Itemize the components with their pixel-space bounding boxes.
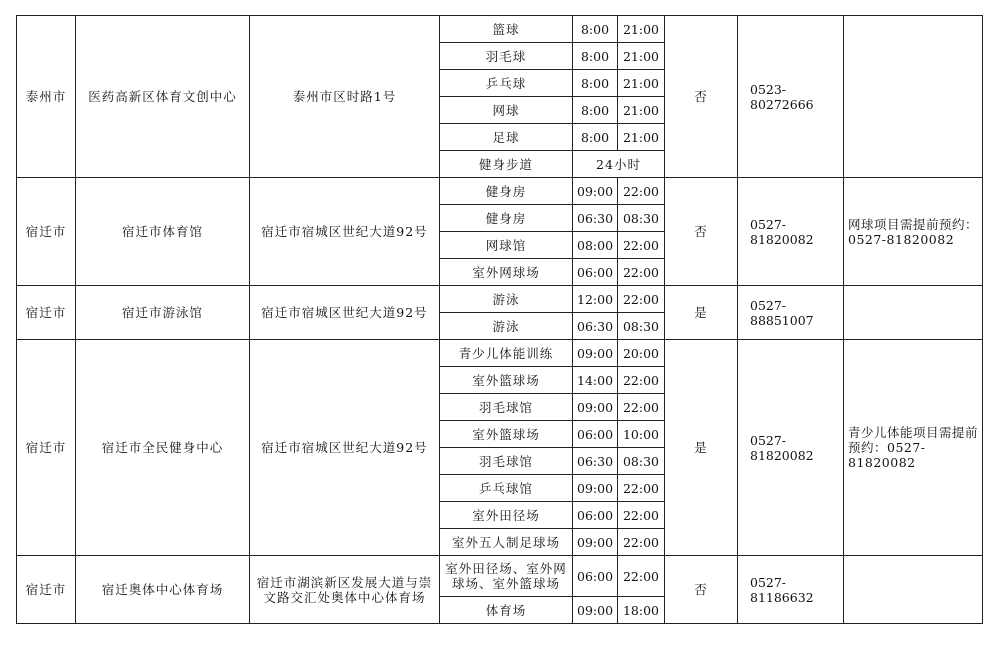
- item-cell: 室外篮球场: [440, 421, 573, 448]
- close-time-cell: 22:00: [618, 394, 665, 421]
- open-time-cell: 09:00: [573, 597, 618, 624]
- close-time-cell: 22:00: [618, 178, 665, 205]
- address-cell: 宿迁市宿城区世纪大道92号: [250, 178, 440, 286]
- venue-name-cell: 宿迁奥体中心体育场: [76, 556, 250, 624]
- open-time-cell: 06:00: [573, 259, 618, 286]
- open-time-cell: 09:00: [573, 178, 618, 205]
- public-flag-cell: 否: [665, 16, 738, 178]
- open-time-cell: 8:00: [573, 43, 618, 70]
- close-time-cell: 22:00: [618, 475, 665, 502]
- item-cell: 羽毛球: [440, 43, 573, 70]
- public-flag-cell: 是: [665, 340, 738, 556]
- item-cell: 游泳: [440, 313, 573, 340]
- phone-cell: 0527-81186632: [738, 556, 844, 624]
- close-time-cell: 22:00: [618, 556, 665, 597]
- item-cell: 羽毛球馆: [440, 394, 573, 421]
- phone-cell: 0527-81820082: [738, 178, 844, 286]
- close-time-cell: 18:00: [618, 597, 665, 624]
- close-time-cell: 20:00: [618, 340, 665, 367]
- venue-name-cell: 宿迁市体育馆: [76, 178, 250, 286]
- item-cell: 网球: [440, 97, 573, 124]
- venue-name-cell: 宿迁市全民健身中心: [76, 340, 250, 556]
- close-time-cell: 21:00: [618, 43, 665, 70]
- close-time-cell: 22:00: [618, 232, 665, 259]
- close-time-cell: 22:00: [618, 502, 665, 529]
- address-cell: 泰州市区时路1号: [250, 16, 440, 178]
- table-row: [17, 286, 983, 313]
- item-cell: 室外田径场、室外网球场、室外篮球场: [440, 556, 573, 597]
- city-cell: 宿迁市: [17, 286, 76, 340]
- public-flag-cell: 否: [665, 178, 738, 286]
- open-time-cell: 09:00: [573, 340, 618, 367]
- venue-hours-table: [16, 15, 983, 624]
- table-body: [17, 16, 983, 624]
- item-cell: 篮球: [440, 16, 573, 43]
- table-row: [17, 16, 983, 43]
- close-time-cell: 22:00: [618, 367, 665, 394]
- note-cell: [844, 556, 983, 624]
- item-cell: 网球馆: [440, 232, 573, 259]
- venue-name-cell: 宿迁市游泳馆: [76, 286, 250, 340]
- open-time-cell: 8:00: [573, 124, 618, 151]
- item-cell: 健身步道: [440, 151, 573, 178]
- address-cell: 宿迁市宿城区世纪大道92号: [250, 286, 440, 340]
- open-time-cell: 06:30: [573, 205, 618, 232]
- open-time-cell: 12:00: [573, 286, 618, 313]
- item-cell: 乒乓球: [440, 70, 573, 97]
- open-time-cell: 09:00: [573, 394, 618, 421]
- item-cell: 健身房: [440, 178, 573, 205]
- open-time-cell: 14:00: [573, 367, 618, 394]
- item-cell: 体育场: [440, 597, 573, 624]
- address-cell: 宿迁市湖滨新区发展大道与崇文路交汇处奥体中心体育场: [250, 556, 440, 624]
- city-cell: 泰州市: [17, 16, 76, 178]
- address-cell: 宿迁市宿城区世纪大道92号: [250, 340, 440, 556]
- item-cell: 室外田径场: [440, 502, 573, 529]
- open-time-cell: 06:00: [573, 502, 618, 529]
- close-time-cell: 08:30: [618, 313, 665, 340]
- note-cell: 青少儿体能项目需提前预约：0527-81820082: [844, 340, 983, 556]
- open-time-cell: 06:00: [573, 556, 618, 597]
- venue-name-cell: 医药高新区体育文创中心: [76, 16, 250, 178]
- city-cell: 宿迁市: [17, 556, 76, 624]
- close-time-cell: 08:30: [618, 448, 665, 475]
- close-time-cell: 21:00: [618, 97, 665, 124]
- close-time-cell: 10:00: [618, 421, 665, 448]
- close-time-cell: 21:00: [618, 70, 665, 97]
- close-time-cell: 08:30: [618, 205, 665, 232]
- note-cell: [844, 16, 983, 178]
- open-time-cell: 06:30: [573, 448, 618, 475]
- item-cell: 健身房: [440, 205, 573, 232]
- open-time-cell: 06:30: [573, 313, 618, 340]
- table-row: [17, 556, 983, 597]
- city-cell: 宿迁市: [17, 178, 76, 286]
- public-flag-cell: 是: [665, 286, 738, 340]
- note-cell: 网球项目需提前预约：0527-81820082: [844, 178, 983, 286]
- open-time-cell: 8:00: [573, 97, 618, 124]
- public-flag-cell: 否: [665, 556, 738, 624]
- open-time-cell: 06:00: [573, 421, 618, 448]
- phone-cell: 0527-81820082: [738, 340, 844, 556]
- close-time-cell: 22:00: [618, 529, 665, 556]
- item-cell: 室外篮球场: [440, 367, 573, 394]
- open-time-cell: 8:00: [573, 16, 618, 43]
- note-cell: [844, 286, 983, 340]
- close-time-cell: 21:00: [618, 16, 665, 43]
- phone-cell: 0527-88851007: [738, 286, 844, 340]
- close-time-cell: 22:00: [618, 259, 665, 286]
- open-time-cell: 08:00: [573, 232, 618, 259]
- hours-all-day-cell: 24小时: [573, 151, 665, 178]
- item-cell: 乒乓球馆: [440, 475, 573, 502]
- table-row: [17, 340, 983, 367]
- close-time-cell: 21:00: [618, 124, 665, 151]
- item-cell: 青少儿体能训练: [440, 340, 573, 367]
- table-row: [17, 178, 983, 205]
- open-time-cell: 09:00: [573, 529, 618, 556]
- close-time-cell: 22:00: [618, 286, 665, 313]
- item-cell: 室外五人制足球场: [440, 529, 573, 556]
- item-cell: 游泳: [440, 286, 573, 313]
- item-cell: 足球: [440, 124, 573, 151]
- item-cell: 羽毛球馆: [440, 448, 573, 475]
- city-cell: 宿迁市: [17, 340, 76, 556]
- phone-cell: 0523-80272666: [738, 16, 844, 178]
- open-time-cell: 8:00: [573, 70, 618, 97]
- open-time-cell: 09:00: [573, 475, 618, 502]
- item-cell: 室外网球场: [440, 259, 573, 286]
